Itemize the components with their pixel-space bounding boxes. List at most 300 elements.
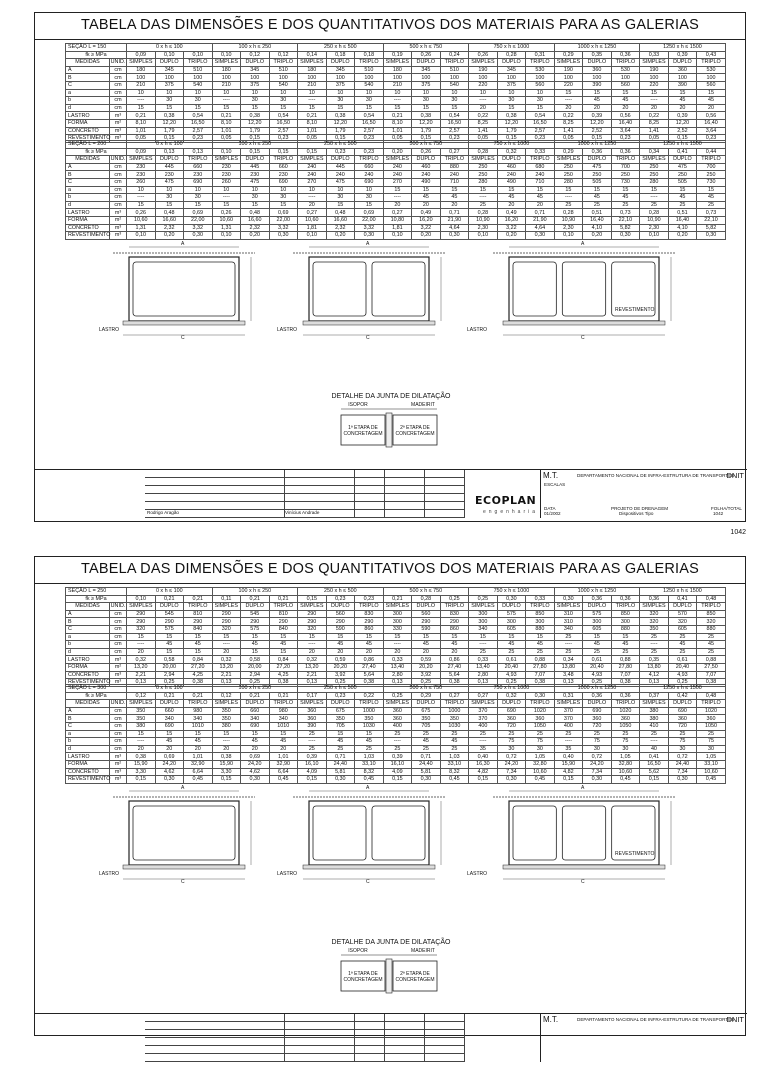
value-cell: 0,20 bbox=[326, 232, 355, 240]
revision-cell bbox=[285, 1014, 355, 1022]
revision-cell bbox=[355, 502, 385, 510]
value-cell: 22,00 bbox=[184, 216, 213, 224]
value-cell: 16,30 bbox=[469, 760, 498, 768]
value-cell: 16,40 bbox=[611, 119, 640, 127]
value-cell: 240 bbox=[526, 171, 555, 179]
unit-cell: m³ bbox=[110, 112, 127, 120]
value-cell: 16,50 bbox=[440, 119, 469, 127]
row-label: B bbox=[66, 715, 110, 723]
value-cell: 27,40 bbox=[440, 663, 469, 671]
dim-a-label: A bbox=[181, 785, 185, 791]
revision-cell bbox=[385, 510, 425, 518]
column-header: DUPLO bbox=[668, 603, 697, 611]
value-cell: ---- bbox=[383, 194, 412, 202]
column-header: SIMPLES bbox=[127, 700, 156, 708]
value-cell: 21,90 bbox=[440, 216, 469, 224]
value-cell: 15 bbox=[355, 633, 384, 641]
value-cell: 30 bbox=[526, 745, 555, 753]
value-cell: 4,82 bbox=[469, 768, 498, 776]
value-cell: 15 bbox=[241, 633, 270, 641]
table-row bbox=[66, 707, 726, 715]
value-cell: 310 bbox=[554, 610, 583, 618]
unit-cell: m² bbox=[110, 119, 127, 127]
revision-cell bbox=[145, 1038, 285, 1046]
value-cell: 0,15 bbox=[127, 776, 156, 784]
value-cell: 10 bbox=[412, 89, 441, 97]
value-cell: 0,61 bbox=[668, 656, 697, 664]
value-cell: 45 bbox=[155, 641, 184, 649]
column-header: SIMPLES bbox=[383, 156, 412, 164]
fk-value: 0,30 bbox=[526, 692, 555, 700]
value-cell: 20 bbox=[526, 201, 555, 209]
value-cell: 0,45 bbox=[611, 776, 640, 784]
value-cell: 4,93 bbox=[668, 671, 697, 679]
value-cell: 15 bbox=[497, 104, 526, 112]
value-cell: 2,21 bbox=[127, 671, 156, 679]
value-cell: 35 bbox=[554, 745, 583, 753]
value-cell: 1000 bbox=[355, 707, 384, 715]
row-label: A bbox=[66, 610, 110, 618]
fk-value: 0,21 bbox=[184, 595, 213, 603]
value-cell: 0,22 bbox=[469, 112, 498, 120]
value-cell: 30 bbox=[241, 97, 270, 105]
fk-label: fk ≥ MPa bbox=[66, 692, 127, 700]
unit-cell: cm bbox=[110, 730, 127, 738]
fk-value: 0,42 bbox=[668, 692, 697, 700]
revision-cell bbox=[355, 478, 385, 486]
value-cell: 340 bbox=[269, 715, 298, 723]
value-cell: 1020 bbox=[526, 707, 555, 715]
value-cell: 475 bbox=[241, 178, 270, 186]
column-header: TRIPLO bbox=[526, 603, 555, 611]
value-cell: 4,09 bbox=[298, 768, 327, 776]
revision-cell bbox=[285, 470, 355, 478]
value-cell: 590 bbox=[412, 625, 441, 633]
value-cell: 45 bbox=[668, 194, 697, 202]
row-label: B bbox=[66, 171, 110, 179]
value-cell: 360 bbox=[298, 707, 327, 715]
value-cell: 0,10 bbox=[383, 232, 412, 240]
span-header: 500 x h ≤ 750 bbox=[383, 44, 469, 52]
sheet-title: TABELA DAS DIMENSÕES E DOS QUANTITATIVOS DOS MATERIAIS PARA AS GALERIAS bbox=[35, 557, 745, 584]
value-cell: ---- bbox=[212, 641, 241, 649]
lastro-label: LASTRO bbox=[99, 871, 120, 877]
value-cell: 10 bbox=[326, 186, 355, 194]
value-cell: 75 bbox=[611, 738, 640, 746]
value-cell: 0,10 bbox=[554, 232, 583, 240]
value-cell: 290 bbox=[412, 618, 441, 626]
value-cell: 1,03 bbox=[355, 753, 384, 761]
column-header-row bbox=[66, 156, 726, 164]
table-row bbox=[66, 768, 726, 776]
fk-value: 0,33 bbox=[526, 148, 555, 156]
row-label: b bbox=[66, 738, 110, 746]
value-cell: 20 bbox=[127, 745, 156, 753]
value-cell: 0,13 bbox=[469, 679, 498, 687]
value-cell: 2,32 bbox=[155, 224, 184, 232]
value-cell: 25 bbox=[640, 633, 669, 641]
value-cell: 260 bbox=[212, 178, 241, 186]
projeto: PROJETO DE DRENAGEM bbox=[611, 506, 669, 511]
value-cell: 0,30 bbox=[440, 232, 469, 240]
value-cell: 45 bbox=[355, 738, 384, 746]
column-header: DUPLO bbox=[412, 700, 441, 708]
value-cell: 840 bbox=[269, 625, 298, 633]
value-cell: 380 bbox=[640, 707, 669, 715]
row-label: b bbox=[66, 97, 110, 105]
column-header: SIMPLES bbox=[127, 59, 156, 67]
value-cell: 730 bbox=[697, 178, 726, 186]
value-cell: 20 bbox=[497, 201, 526, 209]
value-cell: 0,56 bbox=[611, 112, 640, 120]
value-cell: 15 bbox=[554, 89, 583, 97]
value-cell: 980 bbox=[184, 707, 213, 715]
stage-1-label: 1ª ETAPA DE CONCRETAGEM bbox=[343, 971, 383, 983]
value-cell: 22,10 bbox=[611, 216, 640, 224]
value-cell: 0,38 bbox=[155, 112, 184, 120]
value-cell: 0,20 bbox=[497, 232, 526, 240]
value-cell: 10 bbox=[184, 89, 213, 97]
value-cell: 25 bbox=[298, 730, 327, 738]
value-cell: 375 bbox=[412, 81, 441, 89]
value-cell: 45 bbox=[241, 738, 270, 746]
value-cell: 1,31 bbox=[127, 224, 156, 232]
value-cell: 20 bbox=[697, 104, 726, 112]
value-cell: 290 bbox=[298, 618, 327, 626]
value-cell: 290 bbox=[269, 618, 298, 626]
value-cell: 240 bbox=[326, 171, 355, 179]
value-cell: 0,13 bbox=[554, 679, 583, 687]
value-cell: 320 bbox=[212, 625, 241, 633]
section-label: SEÇÃO L = 250 bbox=[66, 588, 127, 596]
span-header-row bbox=[66, 588, 726, 596]
row-label: C bbox=[66, 81, 110, 89]
value-cell: 360 bbox=[383, 715, 412, 723]
value-cell: 0,30 bbox=[412, 776, 441, 784]
value-cell: 3,32 bbox=[184, 224, 213, 232]
value-cell: 0,22 bbox=[554, 112, 583, 120]
value-cell: 320 bbox=[697, 618, 726, 626]
unit-cell: m³ bbox=[110, 232, 127, 240]
value-cell: 880 bbox=[440, 163, 469, 171]
value-cell: 490 bbox=[412, 178, 441, 186]
dim-c-label: C bbox=[581, 335, 585, 341]
value-cell: 0,38 bbox=[127, 753, 156, 761]
value-cell: 0,48 bbox=[155, 209, 184, 217]
column-header: DUPLO bbox=[668, 700, 697, 708]
value-cell: 10 bbox=[212, 186, 241, 194]
revision-cell bbox=[385, 502, 425, 510]
value-cell: ---- bbox=[640, 641, 669, 649]
value-cell: 4,93 bbox=[497, 671, 526, 679]
value-cell: 0,21 bbox=[127, 112, 156, 120]
value-cell: 350 bbox=[640, 625, 669, 633]
value-cell: 25 bbox=[554, 201, 583, 209]
value-cell: 0,45 bbox=[526, 776, 555, 784]
value-cell: 1,31 bbox=[212, 224, 241, 232]
table-row bbox=[66, 224, 726, 232]
revision-cell bbox=[425, 470, 465, 478]
value-cell: 35 bbox=[469, 745, 498, 753]
value-cell: 100 bbox=[298, 74, 327, 82]
value-cell: 700 bbox=[697, 163, 726, 171]
value-cell: 1,01 bbox=[212, 127, 241, 135]
value-cell: 180 bbox=[212, 66, 241, 74]
value-cell: 0,45 bbox=[269, 776, 298, 784]
value-cell: 0,05 bbox=[469, 135, 498, 143]
value-cell: 0,54 bbox=[184, 112, 213, 120]
fk-value: 0,48 bbox=[697, 692, 726, 700]
data-label: DATA bbox=[544, 506, 556, 511]
fk-value: 0,34 bbox=[640, 148, 669, 156]
dim-a-label: A bbox=[581, 785, 585, 791]
revision-cell bbox=[145, 494, 285, 502]
fk-value: 0,31 bbox=[526, 51, 555, 59]
column-header: SIMPLES bbox=[298, 700, 327, 708]
value-cell: 980 bbox=[269, 707, 298, 715]
value-cell: 45 bbox=[440, 641, 469, 649]
value-cell: 0,58 bbox=[241, 656, 270, 664]
column-header: DUPLO bbox=[412, 156, 441, 164]
joint-detail-svg bbox=[301, 939, 481, 997]
value-cell: 360 bbox=[583, 715, 612, 723]
value-cell: 0,38 bbox=[269, 679, 298, 687]
value-cell: 22,00 bbox=[269, 216, 298, 224]
value-cell: 10 bbox=[469, 89, 498, 97]
value-cell: 210 bbox=[383, 81, 412, 89]
value-cell: 340 bbox=[155, 715, 184, 723]
fk-value: 0,30 bbox=[554, 595, 583, 603]
value-cell: 3,30 bbox=[212, 768, 241, 776]
row-label: LASTRO bbox=[66, 209, 110, 217]
value-cell: 25 bbox=[412, 745, 441, 753]
value-cell: 0,34 bbox=[554, 656, 583, 664]
value-cell: 25 bbox=[697, 730, 726, 738]
value-cell: 0,15 bbox=[640, 776, 669, 784]
value-cell: ---- bbox=[298, 738, 327, 746]
fk-value: 0,26 bbox=[469, 51, 498, 59]
fk-value: 0,36 bbox=[611, 692, 640, 700]
fk-value: 0,27 bbox=[469, 692, 498, 700]
value-cell: 10,90 bbox=[640, 216, 669, 224]
unit-cell: cm bbox=[110, 715, 127, 723]
value-cell: 0,33 bbox=[383, 656, 412, 664]
value-cell: 15 bbox=[583, 89, 612, 97]
value-cell: 2,30 bbox=[469, 224, 498, 232]
column-header: DUPLO bbox=[241, 59, 270, 67]
table-row bbox=[66, 194, 726, 202]
value-cell: 690 bbox=[184, 178, 213, 186]
column-header: SIMPLES bbox=[640, 59, 669, 67]
value-cell: 24,40 bbox=[412, 760, 441, 768]
value-cell: 0,38 bbox=[440, 679, 469, 687]
value-cell: 3,48 bbox=[554, 671, 583, 679]
value-cell: 0,88 bbox=[526, 656, 555, 664]
value-cell: 25 bbox=[526, 648, 555, 656]
value-cell: 510 bbox=[440, 66, 469, 74]
column-header: TRIPLO bbox=[355, 59, 384, 67]
value-cell: 16,40 bbox=[697, 119, 726, 127]
value-cell: 100 bbox=[440, 74, 469, 82]
value-cell: 30 bbox=[326, 97, 355, 105]
column-header: DUPLO bbox=[155, 700, 184, 708]
revision-cell bbox=[425, 478, 465, 486]
value-cell: 0,71 bbox=[412, 753, 441, 761]
column-header: TRIPLO bbox=[269, 700, 298, 708]
value-cell: 0,51 bbox=[668, 209, 697, 217]
value-cell: 290 bbox=[127, 618, 156, 626]
value-cell: 400 bbox=[383, 722, 412, 730]
column-header: SIMPLES bbox=[298, 156, 327, 164]
value-cell: 0,33 bbox=[469, 656, 498, 664]
value-cell: 280 bbox=[554, 178, 583, 186]
row-label: CONCRETO bbox=[66, 671, 110, 679]
fk-value: 0,29 bbox=[554, 51, 583, 59]
fk-value: 0,22 bbox=[355, 692, 384, 700]
unit-cell: cm bbox=[110, 610, 127, 618]
value-cell: 0,38 bbox=[326, 112, 355, 120]
table-row bbox=[66, 633, 726, 641]
span-header: 1250 x h ≤ 1500 bbox=[640, 141, 726, 149]
fk-value: 0,21 bbox=[241, 595, 270, 603]
value-cell: 13,80 bbox=[640, 663, 669, 671]
fk-value: 0,23 bbox=[355, 148, 384, 156]
value-cell: 0,30 bbox=[583, 776, 612, 784]
value-cell: 290 bbox=[440, 618, 469, 626]
value-cell: ---- bbox=[298, 97, 327, 105]
value-cell: 0,84 bbox=[184, 656, 213, 664]
fk-value: 0,37 bbox=[640, 692, 669, 700]
value-cell: 8,32 bbox=[440, 768, 469, 776]
value-cell: ---- bbox=[298, 194, 327, 202]
value-cell: 675 bbox=[412, 707, 441, 715]
value-cell: 410 bbox=[640, 722, 669, 730]
value-cell: 4,64 bbox=[526, 224, 555, 232]
table-row bbox=[66, 89, 726, 97]
fk-value: 0,36 bbox=[611, 51, 640, 59]
value-cell: 25 bbox=[497, 730, 526, 738]
value-cell: 2,52 bbox=[668, 127, 697, 135]
unit-cell: cm bbox=[110, 707, 127, 715]
value-cell: 375 bbox=[241, 81, 270, 89]
value-cell: 350 bbox=[212, 715, 241, 723]
value-cell: 300 bbox=[383, 618, 412, 626]
column-header: DUPLO bbox=[326, 156, 355, 164]
value-cell: 210 bbox=[212, 81, 241, 89]
value-cell: 20 bbox=[412, 648, 441, 656]
value-cell: 0,20 bbox=[155, 232, 184, 240]
unit-cell: m³ bbox=[110, 224, 127, 232]
value-cell: 0,30 bbox=[668, 776, 697, 784]
column-header: DUPLO bbox=[668, 59, 697, 67]
value-cell: 390 bbox=[668, 81, 697, 89]
stage-1-label: 1ª ETAPA DE CONCRETAGEM bbox=[343, 425, 383, 437]
value-cell: 0,13 bbox=[298, 679, 327, 687]
value-cell: 0,73 bbox=[611, 209, 640, 217]
value-cell: 2,94 bbox=[241, 671, 270, 679]
value-cell: 250 bbox=[611, 171, 640, 179]
value-cell: 0,23 bbox=[611, 135, 640, 143]
value-cell: 10 bbox=[127, 89, 156, 97]
span-header: 750 x h ≤ 1000 bbox=[469, 141, 555, 149]
span-header: 1000 x h ≤ 1250 bbox=[554, 685, 640, 693]
value-cell: 30 bbox=[269, 194, 298, 202]
fk-value: 0,21 bbox=[184, 692, 213, 700]
table-row bbox=[66, 127, 726, 135]
column-header: DUPLO bbox=[497, 603, 526, 611]
value-cell: 10 bbox=[355, 89, 384, 97]
column-header: TRIPLO bbox=[440, 603, 469, 611]
unit-cell: cm bbox=[110, 633, 127, 641]
value-cell: 27,20 bbox=[269, 663, 298, 671]
value-cell: 460 bbox=[497, 163, 526, 171]
value-cell: ---- bbox=[127, 194, 156, 202]
unit-cell: cm bbox=[110, 722, 127, 730]
value-cell: ---- bbox=[383, 738, 412, 746]
value-cell: 690 bbox=[668, 707, 697, 715]
value-cell: 15 bbox=[184, 104, 213, 112]
value-cell: 8,25 bbox=[469, 119, 498, 127]
value-cell: 3,92 bbox=[326, 671, 355, 679]
revision-cell bbox=[385, 1038, 425, 1046]
revision-cell bbox=[425, 1038, 465, 1046]
fk-value: 0,10 bbox=[184, 51, 213, 59]
value-cell: 1,01 bbox=[127, 127, 156, 135]
span-header: 500 x h ≤ 750 bbox=[383, 685, 469, 693]
value-cell: 10,60 bbox=[526, 768, 555, 776]
column-header: SIMPLES bbox=[554, 700, 583, 708]
value-cell: 0,54 bbox=[440, 112, 469, 120]
value-cell: 15 bbox=[440, 186, 469, 194]
unit-cell: cm bbox=[110, 163, 127, 171]
value-cell: 0,28 bbox=[469, 209, 498, 217]
fk-value: 0,28 bbox=[497, 51, 526, 59]
revision-cell bbox=[355, 1014, 385, 1022]
value-cell: 0,86 bbox=[440, 656, 469, 664]
value-cell: 0,23 bbox=[526, 135, 555, 143]
value-cell: 4,10 bbox=[583, 224, 612, 232]
value-cell: 0,71 bbox=[526, 209, 555, 217]
column-header: SIMPLES bbox=[383, 59, 412, 67]
unit-cell: m³ bbox=[110, 776, 127, 784]
value-cell: 0,54 bbox=[526, 112, 555, 120]
row-label: a bbox=[66, 633, 110, 641]
fk-value: 0,32 bbox=[497, 692, 526, 700]
value-cell: 10,60 bbox=[127, 216, 156, 224]
value-cell: 2,32 bbox=[241, 224, 270, 232]
value-cell: 24,20 bbox=[583, 760, 612, 768]
value-cell: 10 bbox=[155, 89, 184, 97]
value-cell: 24,20 bbox=[241, 760, 270, 768]
column-header: DUPLO bbox=[497, 59, 526, 67]
value-cell: 100 bbox=[469, 74, 498, 82]
value-cell: 15 bbox=[184, 730, 213, 738]
value-cell: 100 bbox=[241, 74, 270, 82]
revision-cell bbox=[145, 1030, 285, 1038]
value-cell: 530 bbox=[697, 66, 726, 74]
value-cell: ---- bbox=[469, 738, 498, 746]
value-cell: 1,81 bbox=[383, 224, 412, 232]
value-cell: 30 bbox=[355, 97, 384, 105]
value-cell: 290 bbox=[326, 618, 355, 626]
value-cell: 0,21 bbox=[298, 112, 327, 120]
cross-section-drawings bbox=[59, 783, 723, 903]
value-cell: 360 bbox=[668, 715, 697, 723]
value-cell: 45 bbox=[583, 97, 612, 105]
dnit-label: DNIT bbox=[726, 1015, 744, 1024]
fk-value: 0,39 bbox=[668, 51, 697, 59]
span-header: 1250 x h ≤ 1500 bbox=[640, 44, 726, 52]
